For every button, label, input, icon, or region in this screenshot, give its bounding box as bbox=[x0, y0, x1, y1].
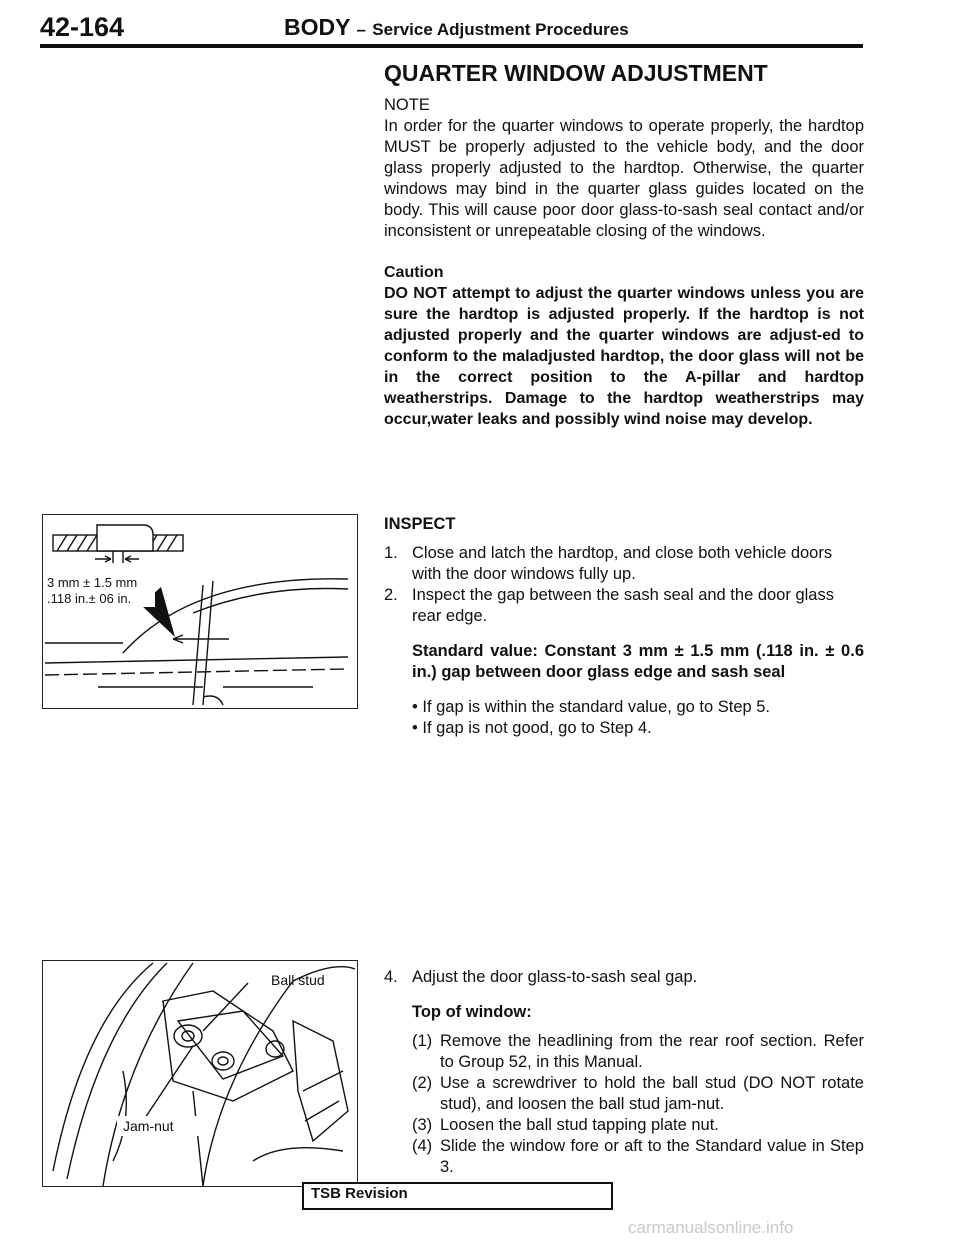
sub-step bbox=[412, 1136, 864, 1178]
caution-block bbox=[384, 262, 864, 430]
sub-step-number: (4) bbox=[412, 1137, 433, 1155]
header-rule bbox=[40, 44, 863, 48]
adjust-sub-steps bbox=[384, 1031, 864, 1178]
sash-gap-diagram bbox=[43, 515, 357, 708]
jam-nut-label: Jam-nut bbox=[123, 1118, 174, 1134]
list-item: • If gap is not good, go to Step 4. bbox=[412, 718, 864, 739]
ball-stud-figure bbox=[42, 960, 358, 1187]
step-text: Adjust the door glass-to-sash seal gap. bbox=[412, 968, 698, 986]
caution-text: DO NOT attempt to adjust the quarter windows unless you are sure the hardtop is adjusted properly. If the hardtop is not adjusted properly and the quarter windows are adjust-ed to conform to the maladjusted hardtop, the door glass will not be in the correct position to the A-pillar and hardtop weatherstrips. Damage to the hardtop weatherstrips may occur,water leaks and possibly wind noise may develop. bbox=[384, 285, 864, 428]
sub-step-number: (2) bbox=[412, 1074, 433, 1092]
sub-step bbox=[412, 1115, 864, 1136]
inspect-step bbox=[384, 543, 864, 585]
step-number: 4. bbox=[384, 968, 398, 986]
footer-watermark: carmanualsonline.info bbox=[628, 1218, 794, 1237]
sub-step-text: Use a screwdriver to hold the ball stud (DO NOT rotate stud), and loosen the ball stud jam-nut. bbox=[440, 1074, 864, 1113]
sub-step bbox=[412, 1031, 864, 1073]
step-text: Inspect the gap between the sash seal and the door glass rear edge. bbox=[412, 586, 834, 625]
caution-label: Caution bbox=[384, 264, 444, 281]
standard-value: Standard value: Constant 3 mm ± 1.5 mm (.118 in. ± 0.6 in.) gap between door glass edge and sash seal bbox=[412, 642, 864, 681]
page-number: 42-164 bbox=[40, 12, 125, 42]
section-subtitle: Service Adjustment Procedures bbox=[372, 20, 629, 39]
adjust-section bbox=[384, 967, 864, 1178]
note-block bbox=[384, 95, 864, 242]
step-number: 1. bbox=[384, 544, 398, 562]
step-text: Close and latch the hardtop, and close both vehicle doors with the door windows fully up. bbox=[412, 544, 833, 583]
gap-result-list bbox=[384, 697, 864, 739]
sub-step-text: Loosen the ball stud tapping plate nut. bbox=[440, 1116, 719, 1134]
inspect-section bbox=[384, 514, 864, 739]
top-of-window-heading: Top of window: bbox=[412, 1003, 532, 1021]
page-header-title bbox=[284, 14, 629, 41]
sash-gap-figure bbox=[42, 514, 358, 709]
adjust-step bbox=[384, 967, 864, 988]
sub-step-number: (1) bbox=[412, 1032, 433, 1050]
adjust-steps bbox=[384, 967, 864, 988]
list-item: • If gap is within the standard value, go to Step 5. bbox=[412, 697, 864, 718]
inspect-heading: INSPECT bbox=[384, 515, 456, 533]
section-name: BODY bbox=[284, 14, 351, 40]
quarter-window-title: QUARTER WINDOW ADJUSTMENT bbox=[384, 60, 768, 86]
step-number: 2. bbox=[384, 586, 398, 604]
tsb-revision-label: TSB Revision bbox=[311, 1185, 408, 1202]
gap-label-metric: 3 mm ± 1.5 mm bbox=[47, 575, 138, 590]
ball-stud-diagram bbox=[43, 961, 357, 1186]
sub-step bbox=[412, 1073, 864, 1115]
ball-stud-label: Ball stud bbox=[271, 972, 325, 988]
inspect-steps bbox=[384, 543, 864, 627]
header-dash: – bbox=[356, 20, 366, 39]
sub-step-text: Remove the headlining from the rear roof section. Refer to Group 52, in this Manual. bbox=[440, 1032, 864, 1071]
sub-step-text: Slide the window fore or aft to the Standard value in Step 3. bbox=[440, 1137, 864, 1176]
inspect-step bbox=[384, 585, 864, 627]
gap-label-imperial: .118 in.± 06 in. bbox=[47, 591, 132, 606]
note-label: NOTE bbox=[384, 96, 430, 114]
sub-step-number: (3) bbox=[412, 1116, 433, 1134]
note-text: In order for the quarter windows to operate properly, the hardtop MUST be properly adjusted to the vehicle body, and the door glass properly adjusted to the hardtop. Otherwise, the quarter windows may bind in the quarter glass guides located on the body. This will cause poor door glass-to-sash seal contact and/or inconsistent or unrepeatable closing of the windows. bbox=[384, 117, 864, 240]
